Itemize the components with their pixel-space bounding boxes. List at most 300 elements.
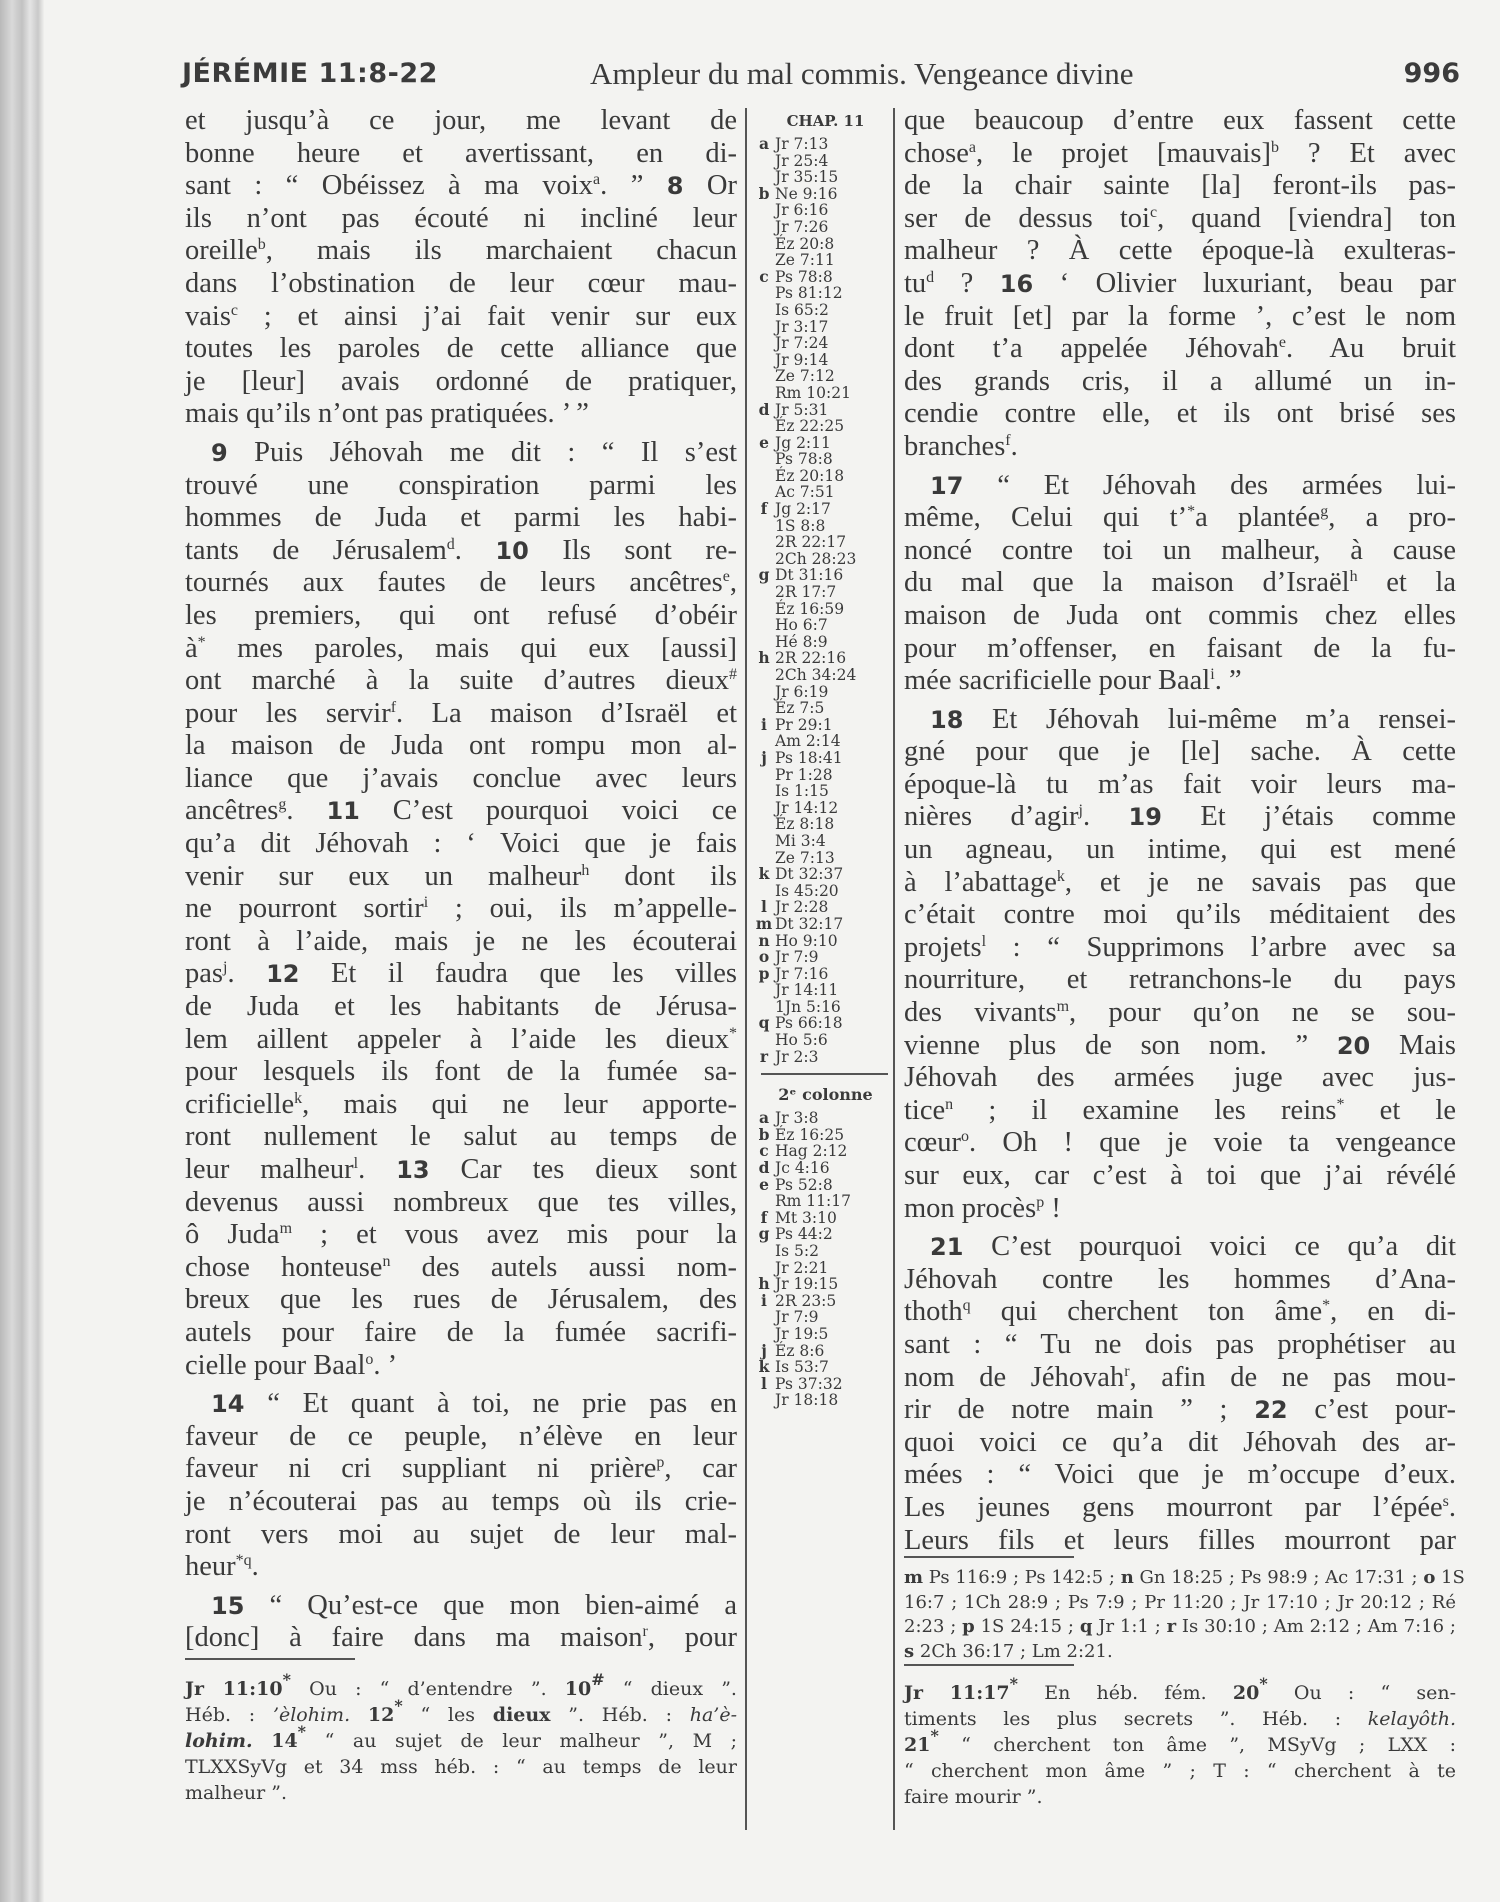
reference-link[interactable]: Jr 35:15 bbox=[775, 168, 839, 187]
reference-link[interactable]: 1S 8:8 bbox=[775, 516, 826, 535]
footnote-marker[interactable]: g bbox=[1320, 503, 1329, 521]
cross-reference-entry[interactable] bbox=[753, 183, 898, 203]
cross-reference-entry[interactable] bbox=[753, 700, 898, 717]
text-line: cœur$^o$. Oh ! que je voie ta vengeance bbox=[904, 1127, 1456, 1159]
cross-reference-entry[interactable] bbox=[753, 266, 898, 286]
reference-letter: e bbox=[759, 432, 769, 452]
reference-link[interactable]: Hag 2:12 bbox=[775, 1142, 848, 1161]
text-line: ô Juda$^m$ ; et vous avez mis pour la bbox=[185, 1219, 737, 1251]
footnote-marker[interactable]: j bbox=[1078, 802, 1083, 820]
cross-reference-entry[interactable] bbox=[753, 816, 898, 833]
text-line: tice$^n$ ; il examine les reins* et le bbox=[904, 1094, 1456, 1126]
footnote-marker[interactable]: s bbox=[1442, 1492, 1449, 1510]
reference-link[interactable]: Mt 3:10 bbox=[775, 1208, 837, 1227]
cross-reference-entry[interactable] bbox=[753, 733, 898, 750]
cross-reference-entry[interactable] bbox=[753, 1243, 898, 1260]
text-line: un agneau, un intime, qui est mené bbox=[904, 834, 1456, 866]
reference-letter bbox=[753, 153, 775, 170]
reference-link[interactable]: Ps 81:12 bbox=[775, 284, 843, 303]
cross-reference-entry[interactable] bbox=[753, 468, 898, 485]
reference-letter bbox=[753, 368, 775, 385]
reference-link[interactable]: Jr 2:3 bbox=[775, 1047, 819, 1066]
cross-reference-entry[interactable] bbox=[753, 982, 898, 999]
reference-link[interactable]: Jr 7:13 bbox=[775, 135, 829, 153]
reference-link[interactable]: Jr 7:24 bbox=[775, 334, 829, 353]
reference-letter: d bbox=[758, 399, 770, 419]
footnote-marker[interactable]: l bbox=[353, 1155, 359, 1172]
reference-link[interactable]: Ho 5:6 bbox=[775, 1031, 828, 1050]
cross-reference-entry[interactable] bbox=[753, 302, 898, 319]
reference-link[interactable]: Pr 1:28 bbox=[775, 765, 833, 784]
reference-letter bbox=[753, 1392, 775, 1409]
reference-link[interactable]: Jr 7:9 bbox=[775, 948, 819, 967]
text-line: oreille$^b$, mais ils marchaient chacun bbox=[185, 235, 737, 267]
reference-letter: o bbox=[758, 947, 770, 967]
reference-link[interactable]: Is 1:15 bbox=[775, 782, 829, 801]
text-line: nom de Jéhovah$^r$, afin de ne pas mou- bbox=[904, 1361, 1456, 1393]
reference-link[interactable]: Ne 9:16 bbox=[775, 184, 838, 203]
reference-link[interactable]: Jr 6:19 bbox=[775, 682, 829, 701]
reference-letter: j bbox=[761, 1340, 767, 1360]
reference-link[interactable]: Ze 7:12 bbox=[775, 367, 835, 386]
footnote-marker[interactable]: j bbox=[223, 959, 228, 977]
text-line: chose$^a$, le projet [mauvais]$^b$ ? Et avec bbox=[904, 137, 1456, 169]
text-line: malheur ”. bbox=[185, 1782, 288, 1804]
cross-reference-entry[interactable] bbox=[753, 949, 898, 966]
reference-link[interactable]: Dt 31:16 bbox=[775, 566, 844, 585]
cross-reference-entry[interactable] bbox=[753, 1160, 898, 1177]
footnote-marker[interactable]: h bbox=[581, 861, 590, 879]
footnote-marker[interactable]: * bbox=[282, 1670, 291, 1689]
text-line: des vivants$^m$, pour qu’on ne se sou- bbox=[904, 997, 1456, 1029]
footnote-marker[interactable]: f bbox=[390, 698, 397, 716]
cross-reference-entry[interactable] bbox=[753, 963, 898, 983]
cross-reference-entry[interactable] bbox=[753, 767, 898, 784]
footnote-marker[interactable]: r bbox=[1124, 1362, 1130, 1380]
footnotes-right bbox=[904, 1674, 1456, 1810]
reference-link[interactable]: Rm 10:21 bbox=[775, 383, 851, 402]
reference-link[interactable]: Jg 2:17 bbox=[775, 500, 831, 519]
cross-reference-entry[interactable] bbox=[753, 850, 898, 867]
text-line: pour m’offenser, en faisant de la fu- bbox=[904, 632, 1456, 664]
reference-link[interactable]: 2R 22:16 bbox=[775, 649, 847, 668]
footnote-marker[interactable]: g bbox=[278, 796, 287, 814]
reference-link[interactable]: Jr 3:17 bbox=[775, 317, 829, 336]
footnote-marker[interactable]: o bbox=[365, 1350, 374, 1368]
cross-reference-entry[interactable] bbox=[753, 866, 898, 883]
reference-link[interactable]: Ac 7:51 bbox=[775, 483, 835, 502]
footnote-marker[interactable]: * bbox=[1187, 503, 1196, 521]
running-head-title: Ampleur du mal commis. Vengeance divine bbox=[590, 56, 1134, 91]
footnote-marker[interactable]: # bbox=[591, 1670, 605, 1689]
cross-reference-separator bbox=[761, 1073, 888, 1075]
cross-reference-entry[interactable] bbox=[753, 634, 898, 651]
cross-reference-entry[interactable] bbox=[753, 684, 898, 701]
reference-letter bbox=[753, 617, 775, 634]
reference-link[interactable]: Am 2:14 bbox=[775, 732, 841, 751]
footnote-marker[interactable]: * bbox=[1336, 1095, 1345, 1113]
verse-number: 13 bbox=[396, 1156, 430, 1184]
reference-link[interactable]: 2R 23:5 bbox=[775, 1291, 837, 1310]
text-line: cielle pour Baal$^o$. ’ bbox=[185, 1349, 398, 1381]
cross-reference-entry[interactable] bbox=[753, 747, 898, 767]
cross-reference-entry[interactable] bbox=[753, 252, 898, 269]
cross-reference-entry[interactable] bbox=[753, 1326, 898, 1343]
reference-link[interactable]: Ho 6:7 bbox=[775, 616, 828, 635]
reference-letter: e bbox=[759, 1174, 769, 1194]
reference-link[interactable]: Éz 22:25 bbox=[775, 417, 845, 436]
reference-letter bbox=[753, 236, 775, 253]
cross-reference-entry[interactable] bbox=[753, 1260, 898, 1277]
text-line: tournés aux fautes de leurs ancêtres$^e$, bbox=[185, 567, 737, 599]
cross-reference-entry[interactable] bbox=[753, 1276, 898, 1293]
reference-letter bbox=[753, 319, 775, 336]
reference-letter bbox=[753, 783, 775, 800]
cross-reference-entry[interactable] bbox=[753, 833, 898, 850]
running-head-reference: JÉRÉMIE 11:8-22 bbox=[182, 58, 438, 89]
text-line: timents les plus secrets ”. Héb. : kelayôth. bbox=[904, 1708, 1456, 1730]
cross-reference-entry[interactable] bbox=[753, 1015, 898, 1032]
footnote-marker[interactable]: q bbox=[962, 1297, 971, 1315]
reference-link[interactable]: 2R 22:17 bbox=[775, 533, 847, 552]
text-line: heur$^{*q}$. bbox=[185, 1551, 259, 1583]
footnote-rule-left bbox=[185, 1658, 355, 1660]
text-line: ront nullement le salut au temps de bbox=[185, 1121, 737, 1153]
verse-number: 11 bbox=[326, 797, 360, 826]
reference-link[interactable]: Éz 16:25 bbox=[775, 1125, 845, 1144]
text-line: mais qu’ils n’ont pas pratiquées. ’ ” bbox=[185, 398, 589, 430]
cross-reference-entry[interactable] bbox=[753, 236, 898, 253]
footnote-marker[interactable]: b bbox=[1270, 138, 1279, 156]
cross-reference-entry[interactable] bbox=[753, 451, 898, 468]
reference-link[interactable]: 1Jn 5:16 bbox=[775, 997, 841, 1016]
footnote-marker[interactable]: *q bbox=[235, 1552, 252, 1570]
footnote-marker[interactable]: * bbox=[394, 1696, 403, 1715]
cross-reference-entry[interactable] bbox=[753, 930, 898, 950]
footnote-marker[interactable]: r bbox=[642, 1623, 648, 1641]
text-line: ser de dessus toi$^c$, quand [viendra] ton bbox=[904, 202, 1456, 234]
cross-reference-entry[interactable] bbox=[753, 999, 898, 1016]
cross-reference-entry[interactable] bbox=[753, 617, 898, 634]
reference-link[interactable]: Jr 19:15 bbox=[775, 1275, 839, 1294]
cross-reference-entry[interactable] bbox=[753, 899, 898, 916]
cross-reference-entry[interactable] bbox=[753, 551, 898, 568]
reference-link[interactable]: 2Ch 34:24 bbox=[775, 666, 857, 684]
reference-link[interactable]: Ze 7:11 bbox=[775, 251, 835, 270]
reference-letter: b bbox=[758, 1124, 770, 1144]
text-line: vais$^c$ ; et ainsi j’ai fait venir sur eux bbox=[185, 300, 737, 332]
text-line: Les jeunes gens mourront par l’épée$^s$. bbox=[904, 1491, 1456, 1523]
cross-reference-entry[interactable] bbox=[753, 385, 898, 402]
reference-rule-right bbox=[904, 1556, 1074, 1558]
footnote-marker[interactable]: a bbox=[593, 171, 601, 189]
cross-reference-entry[interactable] bbox=[753, 667, 898, 684]
text-line: la maison de Juda ont rompu mon al- bbox=[185, 730, 737, 762]
reference-link[interactable]: Is 45:20 bbox=[775, 881, 839, 900]
reference-link[interactable]: Ze 7:13 bbox=[775, 848, 835, 867]
footnote-marker[interactable]: * bbox=[197, 633, 206, 651]
reference-letter bbox=[753, 468, 775, 485]
cross-reference-entry[interactable] bbox=[753, 1174, 898, 1194]
footnote-marker[interactable]: f bbox=[1005, 431, 1011, 449]
reference-letter bbox=[753, 767, 775, 784]
verse-number: 12 bbox=[266, 960, 300, 989]
text-line: ront vers moi au sujet de leur mal- bbox=[185, 1518, 737, 1550]
verse-number: 21 bbox=[930, 1233, 964, 1262]
reference-link[interactable]: Ps 44:2 bbox=[775, 1225, 833, 1244]
cross-reference-entry[interactable] bbox=[753, 219, 898, 236]
text-line: du mal que la maison d’Israël$^h$ et la bbox=[904, 567, 1456, 599]
footnote-marker[interactable]: e bbox=[722, 568, 730, 586]
cross-reference-entry[interactable] bbox=[753, 202, 898, 219]
cross-reference-entry[interactable] bbox=[753, 1193, 898, 1210]
cross-reference-entry[interactable] bbox=[753, 285, 898, 302]
cross-reference-entry[interactable] bbox=[753, 1032, 898, 1049]
verse-number: 19 bbox=[1128, 803, 1162, 832]
reference-link[interactable]: Jr 2:21 bbox=[775, 1258, 829, 1277]
reference-letter: f bbox=[760, 499, 768, 519]
verse-number: 20 bbox=[1336, 1031, 1371, 1060]
cross-reference-entry[interactable] bbox=[753, 601, 898, 618]
reference-letter: j bbox=[761, 747, 767, 767]
cross-reference-entry[interactable] bbox=[753, 399, 898, 419]
footnote-marker[interactable]: c bbox=[1149, 203, 1158, 221]
text-line: gné pour que je [le] sache. À cette bbox=[904, 736, 1456, 768]
text-line: que beaucoup d’entre eux fassent cette bbox=[904, 105, 1456, 136]
text-line: $tu^d$ ? 16 ‘ Olivier luxuriant, beau par bbox=[904, 267, 1456, 299]
cross-reference-entry[interactable] bbox=[753, 368, 898, 385]
cross-reference-entry[interactable] bbox=[753, 319, 898, 336]
reference-link[interactable]: Dt 32:37 bbox=[775, 865, 844, 884]
reference-letter bbox=[753, 385, 775, 402]
reference-letter: l bbox=[761, 897, 767, 917]
column-divider-left bbox=[745, 108, 747, 1830]
text-line: m Ps 116:9 ; Ps 142:5 ; n Gn 18:25 ; Ps 98:9 ; Ac 17:31 ; o 1S bbox=[904, 1567, 1465, 1588]
reference-link[interactable]: Ps 37:32 bbox=[775, 1374, 843, 1393]
cross-reference-entry[interactable] bbox=[753, 153, 898, 170]
cross-reference-entry[interactable] bbox=[753, 883, 898, 900]
text-line: branches$^f$. bbox=[904, 430, 1018, 462]
footnote-marker[interactable]: m bbox=[279, 1220, 293, 1238]
cross-reference-entry[interactable] bbox=[753, 1309, 898, 1326]
reference-letter: d bbox=[758, 1158, 770, 1178]
reference-letter bbox=[753, 584, 775, 601]
text-line: sur eux, car c’est à toi que j’ai révélé bbox=[904, 1160, 1456, 1191]
reference-link[interactable]: Jr 7:9 bbox=[775, 1308, 819, 1327]
reference-link[interactable]: Is 5:2 bbox=[775, 1242, 819, 1260]
continued-cross-references bbox=[904, 1566, 1465, 1664]
reference-link[interactable]: Ps 78:8 bbox=[775, 450, 833, 469]
footnote-marker[interactable]: * bbox=[930, 1726, 939, 1745]
page-header bbox=[140, 52, 1460, 102]
reference-link[interactable]: Jr 19:5 bbox=[775, 1324, 829, 1343]
reference-link[interactable]: Jc 4:16 bbox=[775, 1159, 830, 1178]
reference-letter bbox=[753, 285, 775, 302]
reference-link[interactable]: Éz 7:5 bbox=[775, 699, 825, 718]
reference-link[interactable]: Is 65:2 bbox=[775, 300, 829, 319]
cross-reference-entry[interactable] bbox=[753, 1226, 898, 1243]
footnote-marker[interactable]: n bbox=[945, 1095, 954, 1113]
reference-letter: q bbox=[758, 1013, 770, 1033]
reference-link[interactable]: Ps 78:8 bbox=[775, 267, 833, 286]
footnote-marker[interactable]: * bbox=[1322, 1297, 1331, 1315]
cross-reference-entry[interactable] bbox=[753, 650, 898, 667]
text-line: projets$^l$ : “ Supprimons l’arbre avec sa bbox=[904, 931, 1456, 963]
text-line: Leurs fils et leurs filles mourront par bbox=[904, 1524, 1456, 1556]
reference-link[interactable]: Rm 11:17 bbox=[775, 1192, 851, 1211]
footnote-marker[interactable]: i bbox=[1210, 666, 1215, 684]
text-line: hommes de Juda et parmi les habi- bbox=[185, 502, 737, 534]
text-line: je [leur] avais ordonné de pratiquer, bbox=[185, 365, 737, 397]
verse-number: 22 bbox=[1254, 1396, 1288, 1425]
reference-link[interactable]: 2R 17:7 bbox=[775, 583, 837, 602]
verse-number: 18 bbox=[930, 705, 964, 734]
footnote-marker[interactable]: c bbox=[230, 301, 239, 319]
text-line: crificielle$^k$, mais qui ne leur apporte- bbox=[185, 1088, 737, 1120]
text-line: Jéhovah des armées juge avec jus- bbox=[904, 1062, 1456, 1094]
reference-letter: g bbox=[758, 565, 770, 585]
reference-letter bbox=[753, 1243, 775, 1260]
footnotes-left bbox=[185, 1670, 738, 1806]
cross-reference-entry[interactable] bbox=[753, 913, 898, 933]
reference-link[interactable]: Éz 8:6 bbox=[775, 1341, 825, 1360]
footnote-marker[interactable]: # bbox=[729, 666, 737, 684]
cross-reference-entry[interactable] bbox=[753, 136, 898, 153]
reference-link[interactable]: Jr 6:16 bbox=[775, 201, 829, 220]
cross-reference-entry[interactable] bbox=[753, 432, 898, 452]
cross-reference-entry[interactable] bbox=[753, 335, 898, 352]
text-line: breux que les rues de Jérusalem, des bbox=[185, 1284, 737, 1316]
text-line: liance que j’avais conclue avec leurs bbox=[185, 762, 737, 794]
footnote-marker[interactable]: * bbox=[729, 1024, 737, 1042]
reference-link[interactable]: Ps 18:41 bbox=[775, 748, 843, 767]
reference-link[interactable]: Dt 32:17 bbox=[775, 914, 844, 933]
text-line: autels pour faire de la fumée sacrifi- bbox=[185, 1316, 737, 1348]
reference-link[interactable]: Hé 8:9 bbox=[775, 632, 828, 651]
cross-reference-entry[interactable] bbox=[753, 352, 898, 369]
reference-link[interactable]: Jr 18:18 bbox=[775, 1391, 839, 1410]
verse-number: 8 bbox=[666, 172, 684, 201]
reference-link[interactable]: Pr 29:1 bbox=[775, 715, 833, 734]
footnote-marker[interactable]: p bbox=[656, 1454, 665, 1472]
cross-reference-entry[interactable] bbox=[753, 1340, 898, 1360]
cross-reference-entry[interactable] bbox=[753, 1207, 898, 1227]
cross-reference-entry[interactable] bbox=[753, 800, 898, 817]
cross-reference-entry[interactable] bbox=[753, 1110, 898, 1127]
footnote-marker[interactable]: l bbox=[981, 932, 987, 950]
reference-link[interactable]: Mi 3:4 bbox=[775, 831, 826, 850]
main-text-left-column bbox=[185, 105, 737, 1655]
footnote-marker[interactable]: n bbox=[382, 1252, 391, 1270]
footnote-marker[interactable]: d bbox=[446, 535, 455, 553]
reference-link[interactable]: Jr 2:28 bbox=[775, 898, 829, 917]
cross-reference-entry[interactable] bbox=[753, 783, 898, 800]
reference-link[interactable]: Ho 9:10 bbox=[775, 931, 838, 950]
text-line: faire mourir ”. bbox=[904, 1786, 1043, 1808]
text-line: même, Celui qui t’*a plantée$^g$, a pro- bbox=[904, 502, 1456, 534]
cross-reference-entry[interactable] bbox=[753, 1046, 898, 1066]
reference-link[interactable]: Jr 25:4 bbox=[775, 151, 829, 170]
reference-letter: a bbox=[758, 1108, 770, 1128]
cross-reference-entry[interactable] bbox=[753, 1290, 898, 1310]
cross-reference-entry[interactable] bbox=[753, 484, 898, 501]
footnote-marker[interactable]: k bbox=[1056, 867, 1065, 885]
cross-reference-entry[interactable] bbox=[753, 1359, 898, 1376]
footnote-marker[interactable]: m bbox=[1056, 998, 1070, 1016]
cross-reference-entry[interactable] bbox=[753, 714, 898, 734]
reference-link[interactable]: Jr 9:14 bbox=[775, 350, 829, 369]
cross-reference-entry[interactable] bbox=[753, 584, 898, 601]
reference-link[interactable]: Is 53:7 bbox=[775, 1358, 829, 1377]
footnote-marker[interactable]: * bbox=[1009, 1674, 1019, 1693]
reference-link[interactable]: Jg 2:11 bbox=[775, 433, 831, 452]
footnote-marker[interactable]: h bbox=[1349, 568, 1358, 586]
cross-reference-entry[interactable] bbox=[753, 501, 898, 518]
reference-link[interactable]: Éz 20:18 bbox=[775, 466, 845, 485]
reference-link[interactable]: Jr 5:31 bbox=[775, 400, 829, 419]
reference-link[interactable]: Éz 20:8 bbox=[775, 234, 835, 253]
text-line: venir sur eux un malheur$^h$ dont ils bbox=[185, 860, 737, 892]
text-line: ils n’ont pas écouté ni incliné leur bbox=[185, 202, 737, 234]
text-line: les premiers, qui ont refusé d’obéir bbox=[185, 599, 737, 631]
reference-link[interactable]: Ps 52:8 bbox=[775, 1175, 833, 1194]
footnote-marker[interactable]: a bbox=[968, 138, 976, 156]
text-line: Jr 11:17* En héb. fém. 20* Ou : “ sen- bbox=[904, 1674, 1456, 1704]
reference-link[interactable]: Jr 3:8 bbox=[775, 1109, 819, 1128]
text-line: vienne plus de son nom. ” 20 Mais bbox=[904, 1029, 1456, 1061]
footnote-marker[interactable]: d bbox=[926, 268, 935, 286]
cross-reference-entry[interactable] bbox=[753, 1124, 898, 1144]
footnote-marker[interactable]: k bbox=[294, 1089, 303, 1107]
text-line: leur malheur$^l$. 13 Car tes dieux sont bbox=[185, 1154, 738, 1185]
reference-link[interactable]: Jr 14:11 bbox=[775, 981, 839, 1000]
reference-link[interactable]: Jr 7:16 bbox=[775, 964, 829, 983]
footnote-marker[interactable]: e bbox=[1278, 334, 1286, 352]
footnote-marker[interactable]: o bbox=[960, 1128, 969, 1146]
reference-link[interactable]: Éz 8:18 bbox=[775, 815, 835, 834]
cross-reference-entry[interactable] bbox=[753, 518, 898, 535]
reference-link[interactable]: Ps 66:18 bbox=[775, 1014, 843, 1033]
reference-letter: l bbox=[761, 1373, 767, 1393]
cross-reference-entry[interactable] bbox=[753, 567, 898, 584]
footnote-marker[interactable]: i bbox=[423, 894, 429, 912]
reference-letter: c bbox=[759, 1141, 769, 1161]
footnote-marker[interactable]: * bbox=[1259, 1674, 1268, 1693]
text-line: Jr 11:10* Ou : “ d’entendre ”. 10# “ dieux ”. bbox=[185, 1670, 737, 1700]
reference-link[interactable]: 2Ch 28:23 bbox=[775, 549, 857, 568]
footnote-marker[interactable]: * bbox=[297, 1722, 307, 1741]
text-line: quoi voici ce qu’a dit Jéhovah des ar- bbox=[904, 1426, 1456, 1458]
cross-reference-entry[interactable] bbox=[753, 534, 898, 551]
footnote-marker[interactable]: b bbox=[257, 236, 266, 254]
reference-link[interactable]: Jr 14:12 bbox=[775, 798, 839, 817]
cross-reference-entry[interactable] bbox=[753, 169, 898, 186]
cross-reference-entry[interactable] bbox=[753, 1392, 898, 1409]
text-line: toutes les paroles de cette alliance que bbox=[185, 333, 737, 365]
text-line: tants de Jérusalem$^d$. 10 Ils sont re- bbox=[185, 534, 738, 566]
text-line: le fruit [et] par la forme ’, c’est le nom bbox=[904, 300, 1456, 332]
book-spine-edge bbox=[0, 0, 44, 1902]
cross-reference-entry[interactable] bbox=[753, 1143, 898, 1160]
reference-link[interactable]: Jr 7:26 bbox=[775, 217, 829, 236]
reference-link[interactable]: Éz 16:59 bbox=[775, 599, 845, 618]
footnote-marker[interactable]: p bbox=[1036, 1193, 1045, 1211]
cross-reference-column bbox=[753, 112, 898, 1409]
text-line: 9 Puis Jéhovah me dit : “ Il s’est bbox=[211, 436, 737, 468]
cross-reference-entry[interactable] bbox=[753, 418, 898, 435]
text-line: 15 “ Qu’est-ce que mon bien-aimé a bbox=[211, 1589, 737, 1621]
cross-reference-entry[interactable] bbox=[753, 1373, 898, 1393]
